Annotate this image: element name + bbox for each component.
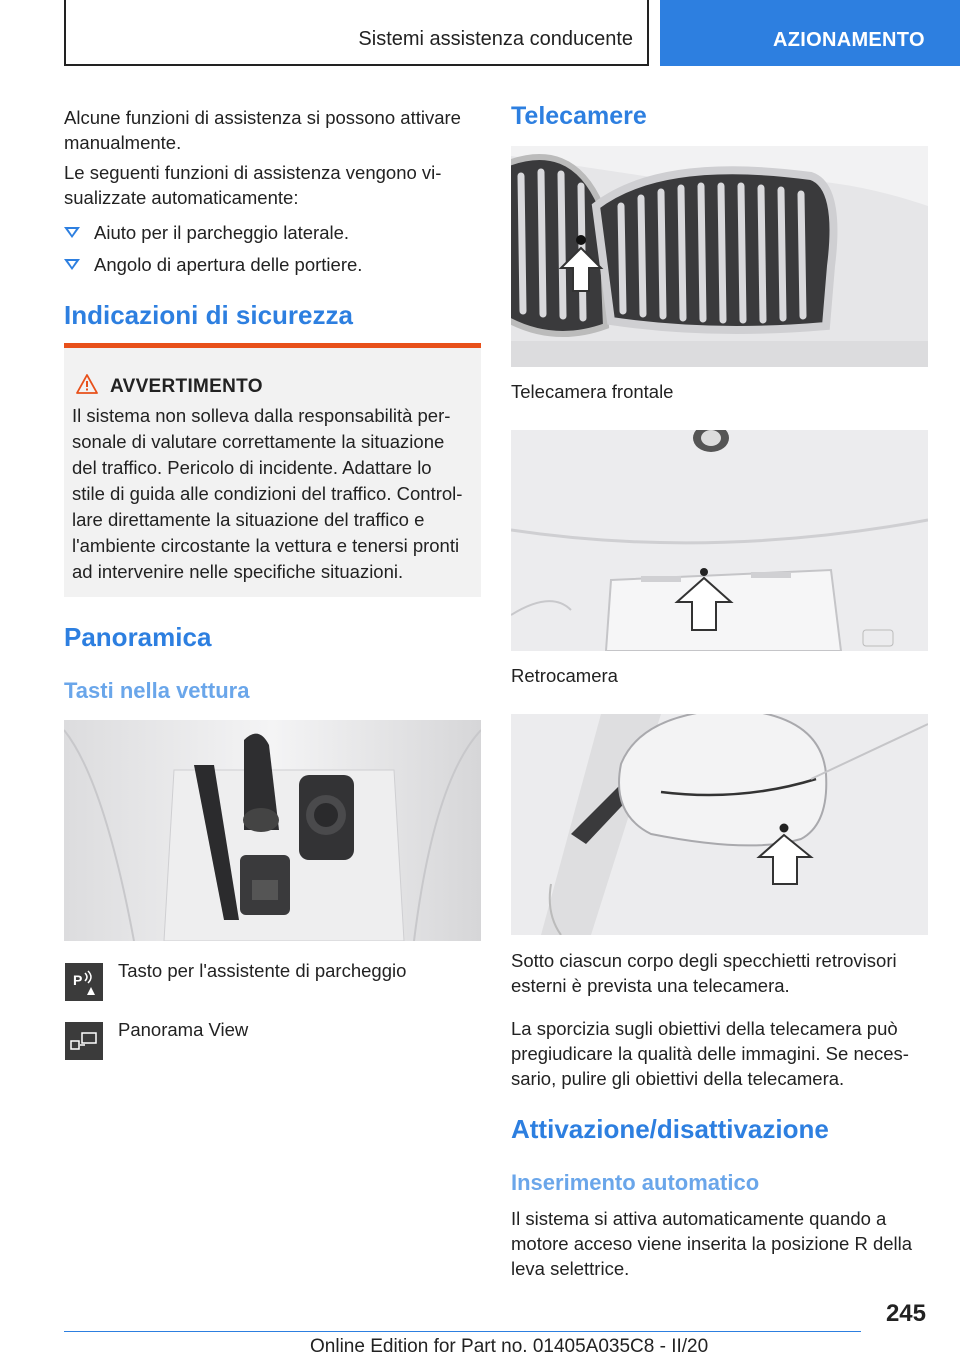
- bullet-item: [64, 220, 482, 246]
- auto-heading: Inserimento automatico: [511, 1170, 760, 1195]
- park-assist-label: Tasto per l'assistente di parcheggio: [118, 960, 407, 981]
- panorama-view-button: [65, 1022, 103, 1060]
- warning-title: AVVERTIMENTO: [110, 376, 263, 397]
- mirror-camera-paragraph: [511, 948, 951, 998]
- intro-2-line-1: Le seguenti funzioni di assistenza vengono vi-: [64, 162, 442, 183]
- cameras-heading: Telecamere: [511, 102, 647, 130]
- page-number: 245: [885, 1300, 926, 1327]
- intro-paragraph-2: [64, 160, 484, 210]
- warning-text: [72, 403, 476, 585]
- dirt-line-3: sario, pulire gli obiettivi della telecamera.: [511, 1068, 845, 1089]
- dirt-line-1: La sporcizia sugli obiettivi della telecamera può: [511, 1018, 898, 1039]
- park-assist-icon: [65, 963, 103, 1001]
- warning-line: sonale di valutare correttamente la situazione: [72, 431, 445, 452]
- bullet-text: Angolo di apertura delle portiere.: [94, 254, 363, 275]
- bullet-text: Aiuto per il parcheggio laterale.: [94, 222, 350, 243]
- safety-heading: Indicazioni di sicurezza: [64, 300, 353, 330]
- chapter-tab: [660, 0, 960, 66]
- warning-box: [64, 343, 481, 597]
- bullet-item: [64, 252, 482, 278]
- front-camera-caption: Telecamera frontale: [511, 381, 674, 402]
- panorama-view-icon: [65, 1022, 103, 1060]
- warning-triangle-icon: [76, 374, 98, 394]
- panorama-view-label: Panorama View: [118, 1019, 249, 1040]
- warning-line: stile di guida alle condizioni del traffico. Control-: [72, 483, 463, 504]
- rear-camera-caption: Retrocamera: [511, 665, 618, 686]
- mirror-line-2: esterni è prevista una telecamera.: [511, 975, 790, 996]
- park-assist-button: [65, 963, 103, 1001]
- dirt-paragraph: [511, 1016, 951, 1091]
- overview-heading: Panoramica: [64, 622, 212, 652]
- warning-line: Il sistema non solleva dalla responsabilità per-: [72, 405, 451, 426]
- activation-heading: Attivazione/disattivazione: [511, 1114, 829, 1144]
- footer-edition: Online Edition for Part no. 01405A035C8 - II/20: [310, 1336, 709, 1357]
- warning-line: lare direttamente la situazione del traffico e: [72, 509, 425, 530]
- footer-divider: [64, 1331, 861, 1332]
- svg-text:P: P: [73, 972, 83, 988]
- intro-2-line-2: sualizzate automaticamente:: [64, 187, 299, 208]
- auto-line-2: motore acceso viene inserita la posizione R della: [511, 1233, 913, 1254]
- buttons-heading: Tasti nella vettura: [64, 678, 250, 703]
- side-camera-image: [511, 714, 928, 935]
- chapter-tab-label: AZIONAMENTO: [773, 29, 925, 51]
- dirt-line-2: pregiudicare la qualità delle immagini. Se neces-: [511, 1043, 909, 1064]
- warning-line: ad intervenire nelle specifiche situazioni.: [72, 561, 404, 582]
- section-title: Sistemi assistenza conducente: [358, 28, 633, 50]
- bullet-triangle-icon: [64, 259, 80, 270]
- auto-line-3: leva selettrice.: [511, 1258, 630, 1279]
- auto-paragraph: [511, 1206, 951, 1281]
- center-console-image: [64, 720, 481, 941]
- bullet-triangle-icon: [64, 227, 80, 238]
- intro-paragraph-1: Alcune funzioni di assistenza si possono attivare manualmente.: [64, 107, 461, 153]
- warning-line: l'ambiente circostante la vettura e tenersi pronti: [72, 535, 460, 556]
- mirror-line-1: Sotto ciascun corpo degli specchietti retrovisori: [511, 950, 897, 971]
- running-header: [64, 0, 649, 66]
- warning-line: del traffico. Pericolo di incidente. Adattare lo: [72, 457, 432, 478]
- auto-line-1: Il sistema si attiva automaticamente quando a: [511, 1208, 887, 1229]
- rear-camera-image: [511, 430, 928, 651]
- front-camera-image: [511, 146, 928, 367]
